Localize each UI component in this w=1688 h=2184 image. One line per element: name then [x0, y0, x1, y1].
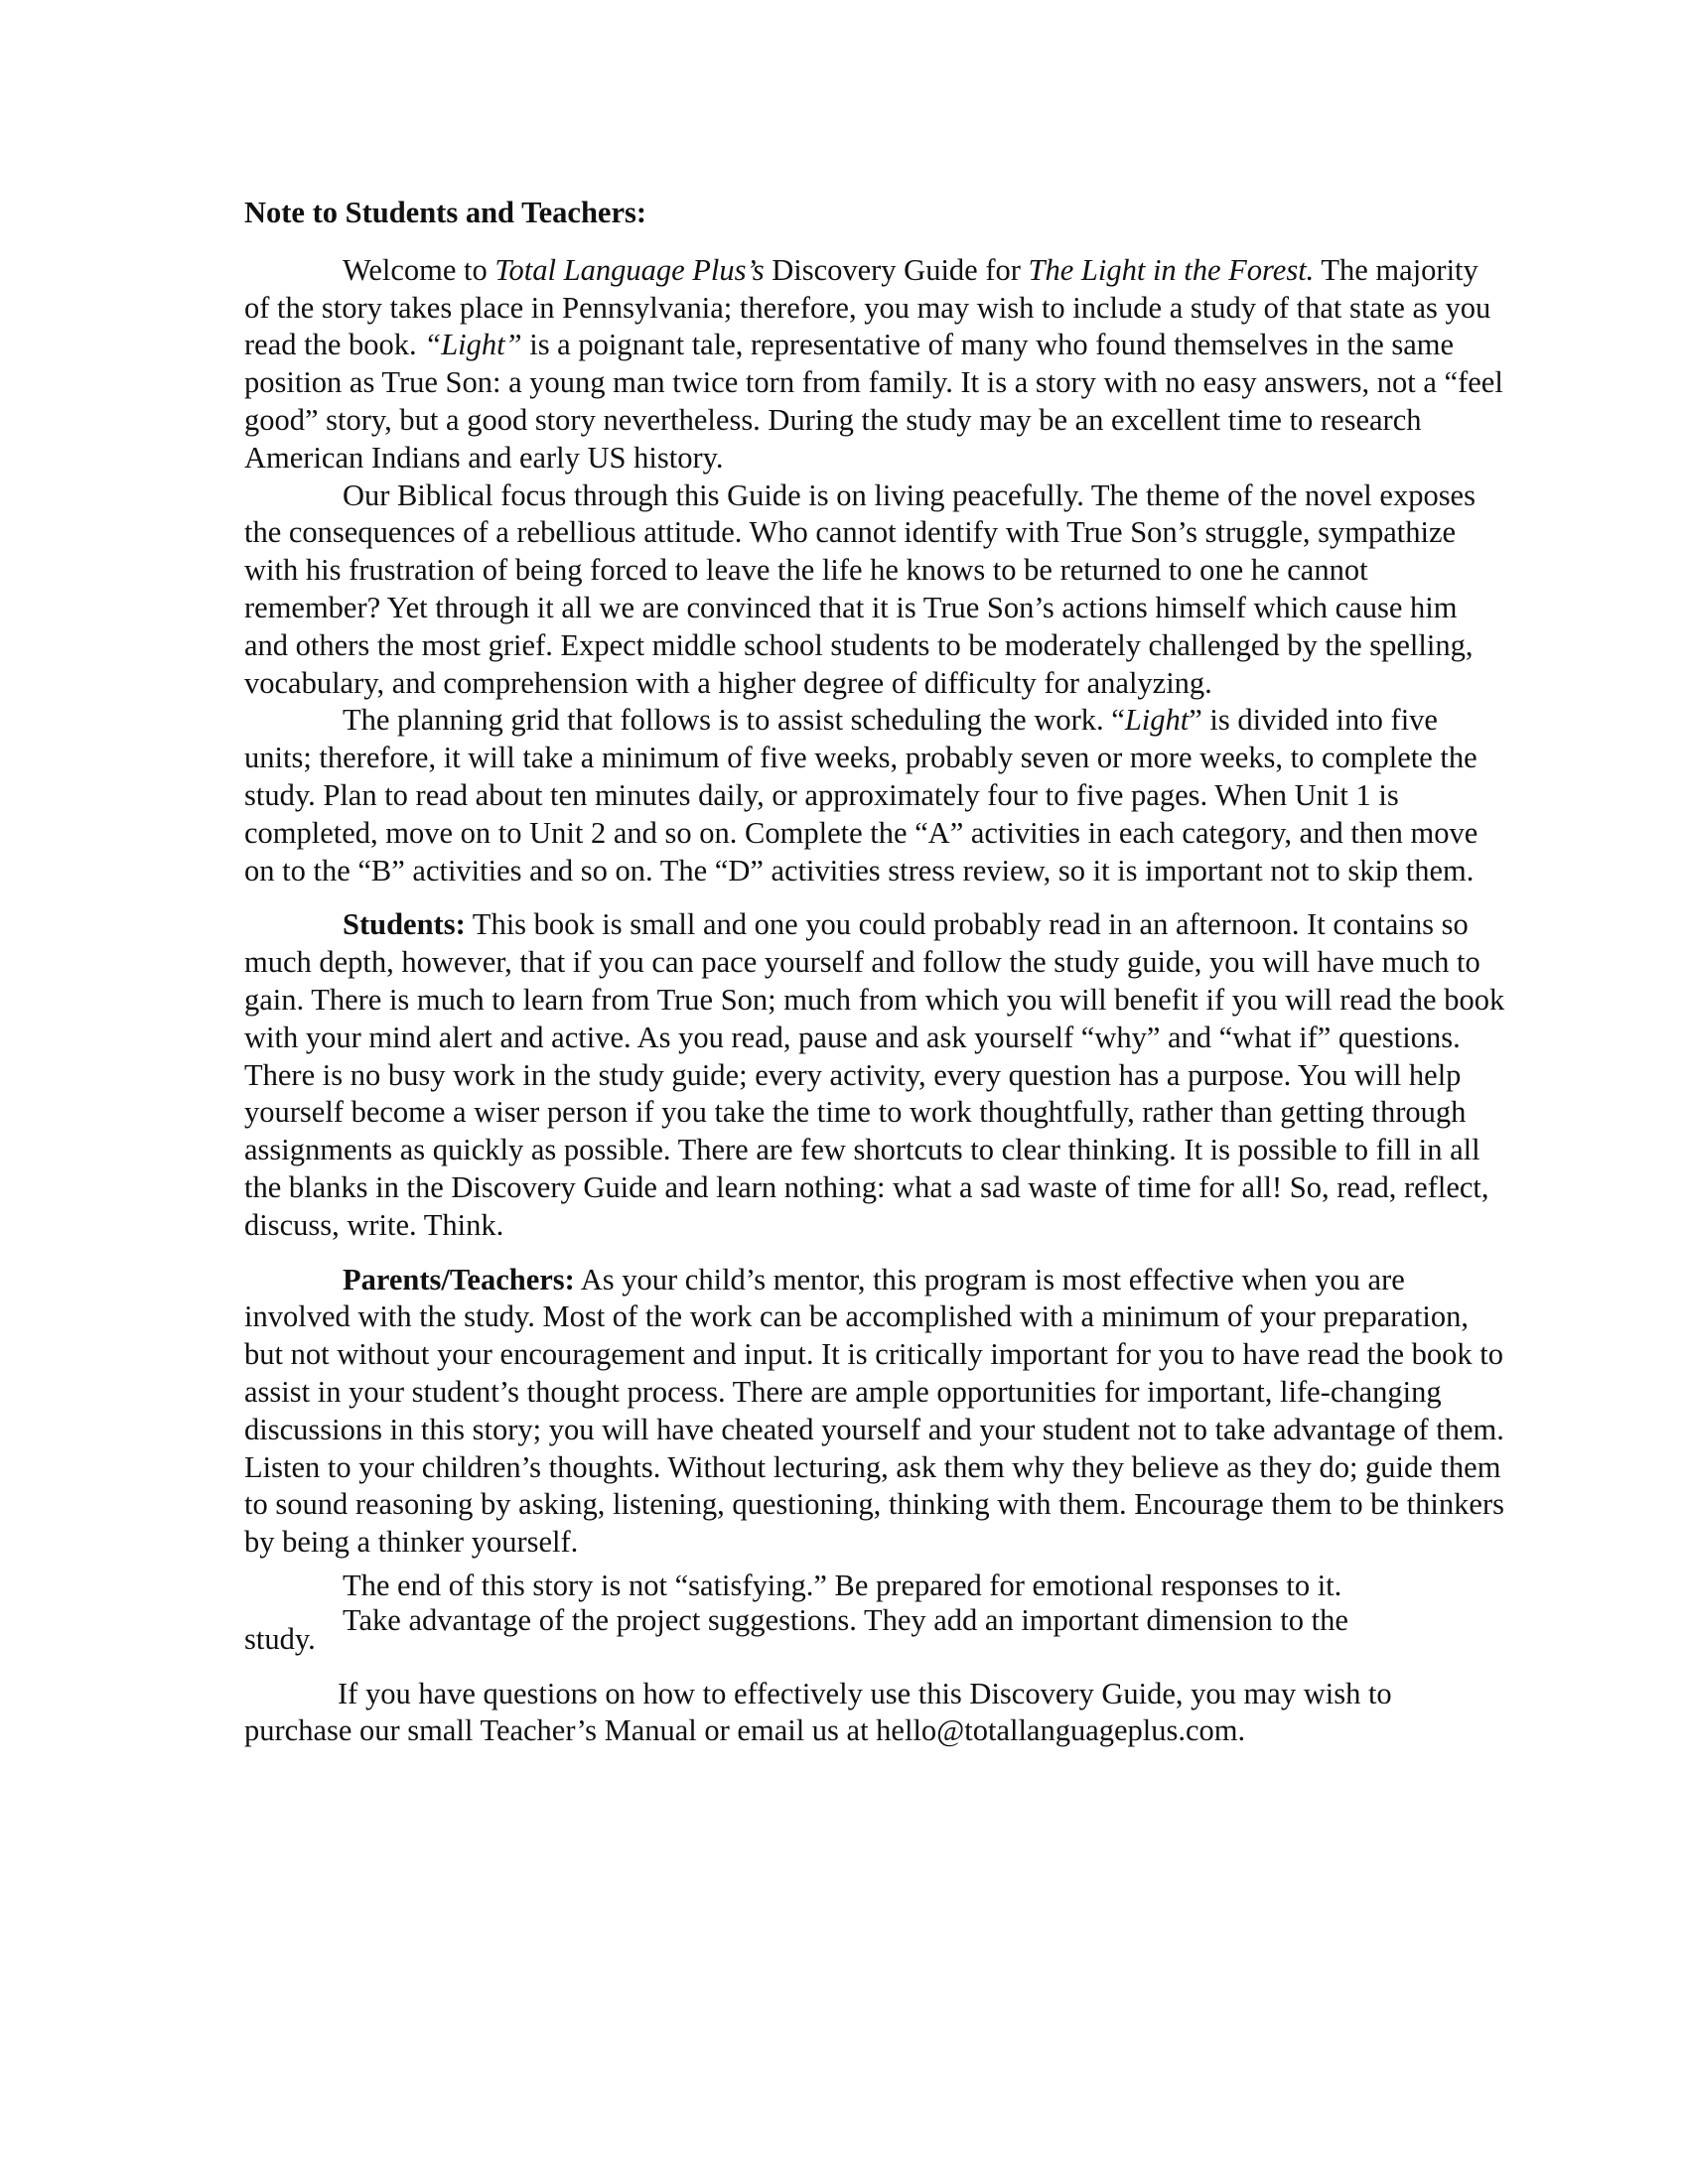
- intro-p3-text-2: ” is divided into five units; therefore, it will take a minimum of five weeks, probably seven or more weeks, to complete the study. Plan to read about ten minutes daily, or approximately four to five pages. When Unit 1 is completed, move on to Unit 2 and so on. Complete the “A” activities in each category, and then move on to the “B” activities and so on. The “D” activities stress review, so it is important not to skip them.: [244, 703, 1478, 887]
- projects-paragraph: [244, 1602, 1505, 1656]
- intro-paragraph-3: [244, 702, 1505, 889]
- intro-p3-text-1: The planning grid that follows is to assist scheduling the work. “: [343, 703, 1125, 738]
- document-page: [244, 195, 1505, 1750]
- intro-p1-text-2: Discovery Guide for: [764, 252, 1029, 287]
- intro-paragraph-2: Our Biblical focus through this Guide is on living peacefully. The theme of the novel exposes the consequences of a rebellious attitude. Who cannot identify with True Son’s struggle, sympathize with his frustration of being forced to leave the life he knows to be returned to one he cannot remember? Yet through it all we are convinced that it is True Son’s actions himself which cause him and others the most grief. Expect middle school students to be moderately challenged by the spelling, vocabulary, and comprehension with a higher degree of difficulty for analyzing.: [244, 478, 1476, 700]
- projects-text: Take advantage of the project suggestions. They add an important dimension to the: [343, 1602, 1348, 1637]
- intro-p1-text-4: is a poignant tale, representative of many who found themselves in the same position as True Son: a young man twice torn from family. It is a story with no easy answers, not a “feel good” story, but a good story nevertheless. During the study may be an excellent time to research American Indians and early US history.: [244, 328, 1503, 475]
- parents-paragraph: [244, 1262, 1505, 1562]
- intro-p1-italic-3: “Light”: [424, 328, 522, 362]
- students-paragraph: [244, 906, 1505, 1244]
- page-heading: Note to Students and Teachers:: [244, 196, 647, 229]
- students-text: This book is small and one you could probably read in an afternoon. It contains so much depth, however, that if you can pace yourself and follow the study guide, you will have much to gain. There is much to learn from True Son; much from which you will benefit if you will read the book with your mind alert and active. As you read, pause and ask yourself “why” and “what if” questions. There is no busy work in the study guide; every activity, every question has a purpose. You will help yourself become a wiser person if you take the time to work thoughtfully, rather than getting through assignments as quickly as possible. There are few shortcuts to clear thinking. It is possible to fill in all the blanks in the Discovery Guide and learn nothing: what a sad waste of time for all! So, read, reflect, discuss, write. Think.: [244, 907, 1505, 1242]
- intro-p1-italic-2: The Light in the Forest.: [1028, 252, 1315, 287]
- students-label: Students:: [343, 907, 466, 942]
- intro-p3-italic-1: Light: [1124, 703, 1190, 738]
- projects-text-end: study.: [244, 1621, 316, 1656]
- parents-label: Parents/Teachers:: [343, 1262, 575, 1297]
- contact-paragraph: If you have questions on how to effectively use this Discovery Guide, you may wish to purchase our small Teacher’s Manual or email us at hello@totallanguageplus.com.: [244, 1676, 1392, 1748]
- intro-p1-text-1: Welcome to: [343, 252, 495, 287]
- intro-p1-italic-1: Total Language Plus’s: [494, 252, 765, 287]
- parents-text: As your child’s mentor, this program is most effective when you are involved with the study. Most of the work can be accomplished with a minimum of your preparation, but not without your encouragement and input. It is critically important for you to have read the book to assist in your student’s thought process. There are ample opportunities for important, life-changing discussions in this story; you will have cheated yourself and your student not to take advantage of them. Listen to your children’s thoughts. Without lecturing, ask them why they believe as they do; guide them to sound reasoning by asking, listening, questioning, thinking with them. Encourage them to be thinkers by being a thinker yourself.: [244, 1262, 1504, 1560]
- intro-p1-text-3: The majority of the story takes place in Pennsylvania; therefore, you may wish to include a study of that state as you read the book.: [244, 252, 1491, 362]
- intro-paragraph-1: [244, 252, 1505, 478]
- ending-paragraph: The end of this story is not “satisfying.” Be prepared for emotional responses to it.: [343, 1568, 1342, 1602]
